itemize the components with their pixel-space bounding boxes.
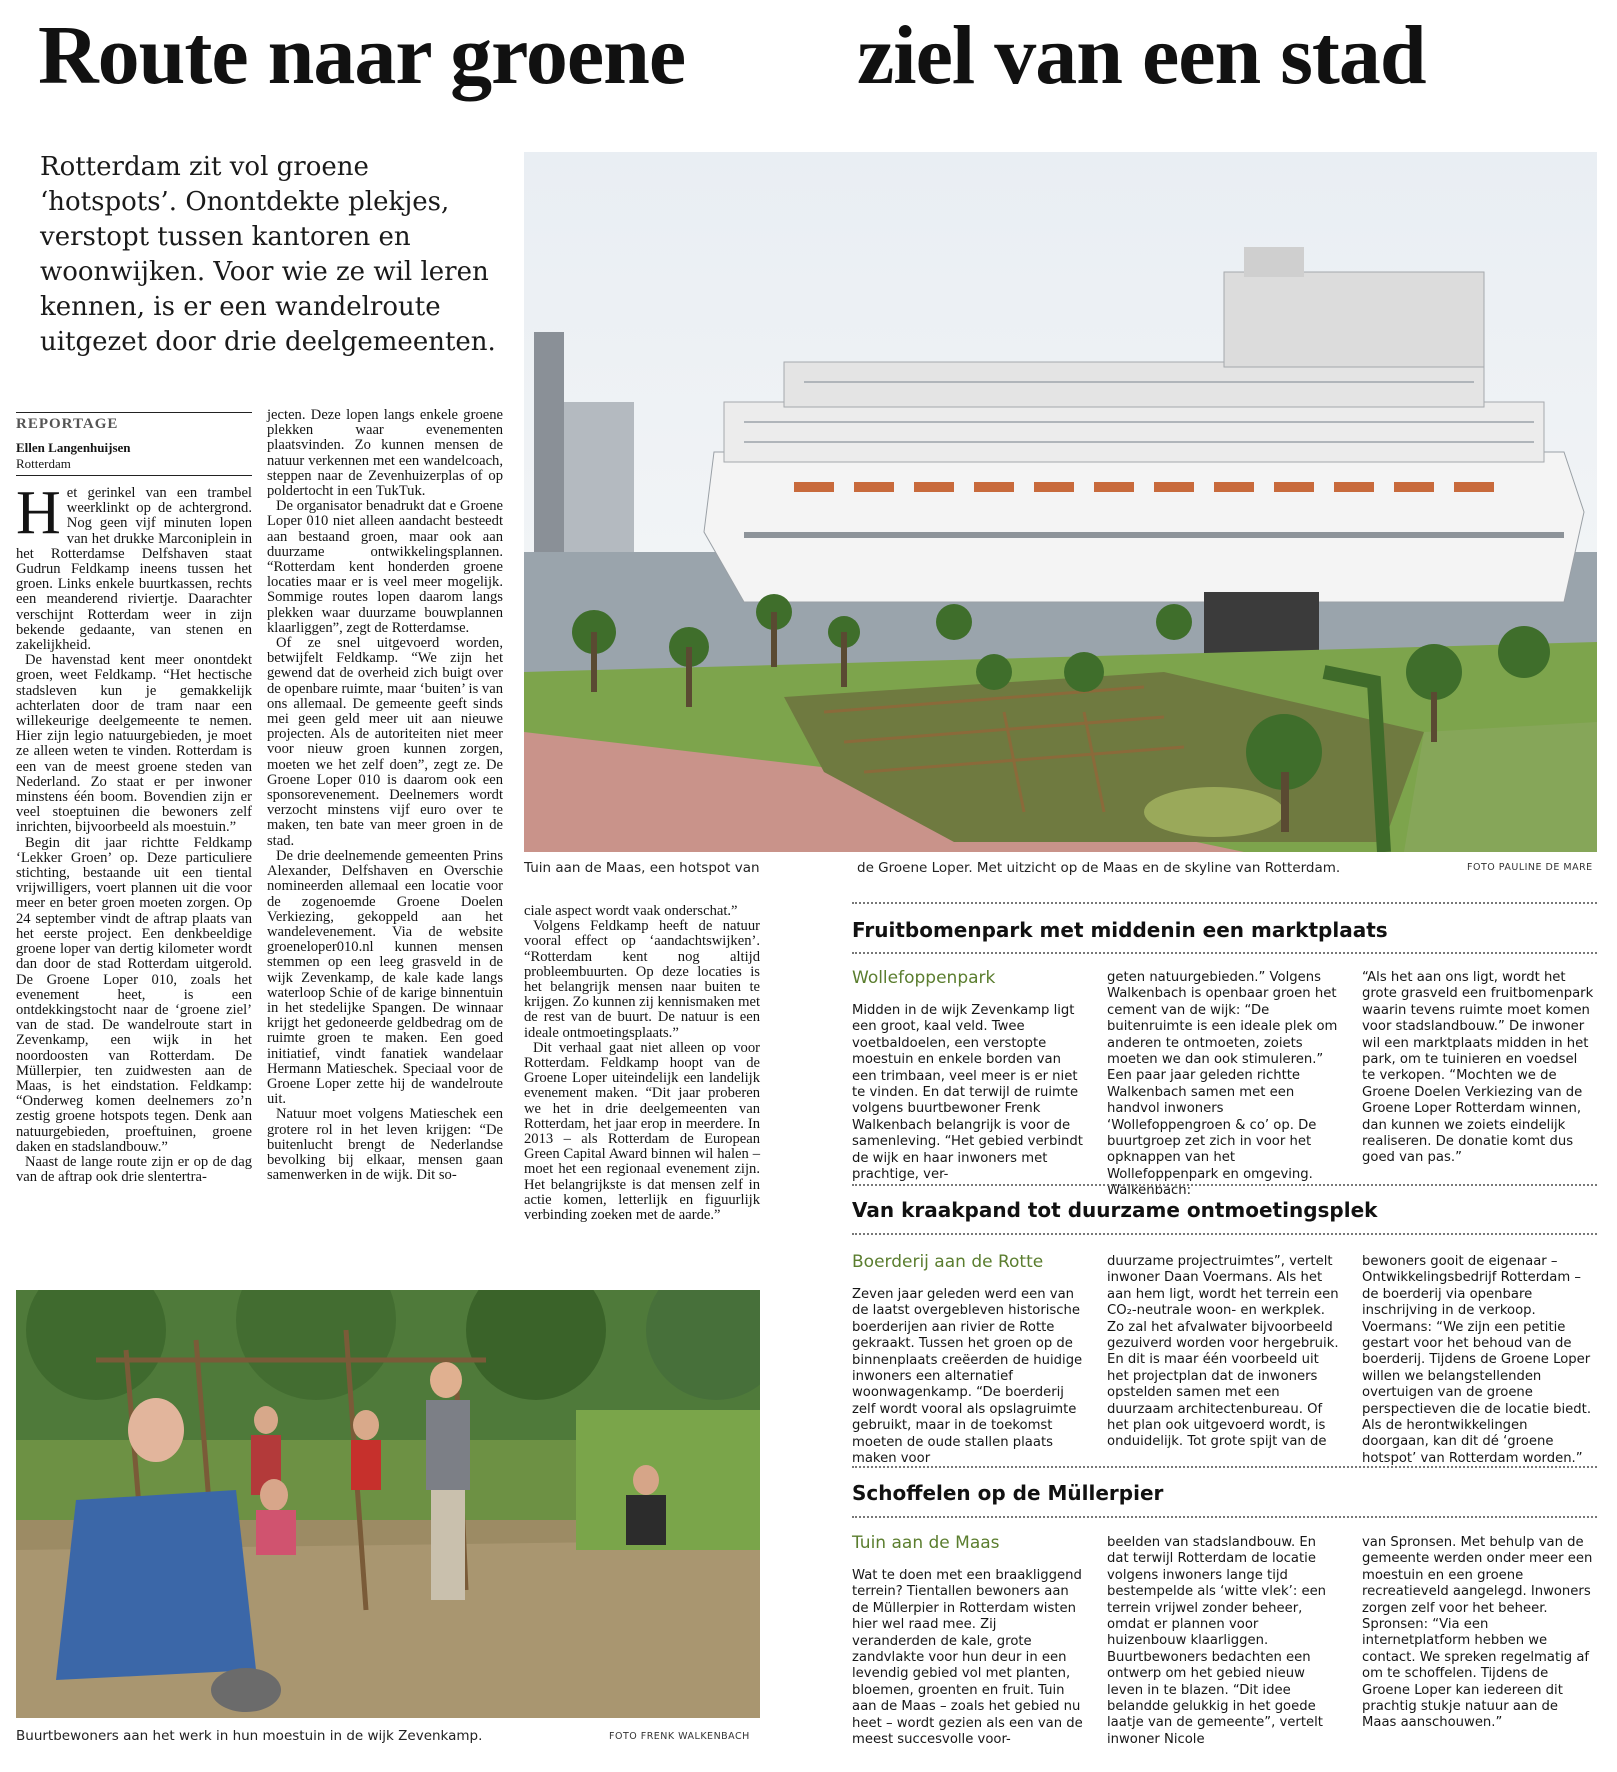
article-column-3: [524, 904, 760, 1223]
garden-photo-credit: FOTO FRENK WALKENBACH: [609, 1731, 750, 1742]
section-divider: [852, 952, 1597, 954]
section-heading-kraakpand: Van kraakpand tot duurzame ontmoetingsplek: [852, 1198, 1378, 1222]
section-divider: [852, 1184, 1597, 1186]
section-2-column-2: duurzame projectruimtes”, vertelt inwoner Daan Voermans. Als het aan hem ligt, wordt het terrein een CO₂-neutrale woon- en werkplek. Zo zal het afvalwater bijvoorbeeld gezuiverd worden voor hergebruik. En dit is maar één voorbeeld uit het projectplan dat de inwoners opstelden samen met een duurzaam architectenbureau. Of het plan ook uitgevoerd wordt, is onduidelijk. Tot grote spijt van de: [1107, 1254, 1339, 1450]
section-divider: [852, 902, 1597, 904]
article-paragraph-text: et gerinkel van een trambel weerklinkt op de achtergrond. Nog geen vijf minuten lopen van het drukke Marconiplein in het Rotterdamse Delfshaven staat Gudrun Feldkamp ineens tussen het groen. Links enkele buurtkassen, rechts een meanderend riviertje. Daarachter verschijnt Rotterdam weer in zijn bekende gedaante, van stenen en zakelijkheid.: [16, 485, 252, 654]
article-paragraph: Dit verhaal gaat niet alleen op voor Rotterdam. Feldkamp hoopt van de Groene Loper uiteindelijk een landelijk evenement maken. “Dit jaar proberen we het in drie deelgemeenten van Rotterdam, het jaar erop in meerdere. In 2013 – als Rotterdam de European Green Capital Award binnen wil halen – moet het een regionaal evenement zijn. Het belangrijkste is dat mensen zelf in actie komen, letterlijk en figuurlijk verbinding zoeken met de aarde.”: [524, 1039, 760, 1224]
section-kicker: REPORTAGE: [16, 416, 119, 432]
article-paragraph: De havenstad kent meer onontdekt groen, weet Feldkamp. “Het hectische stadsleven kun je gemakkelijk achterlaten door de tram naar een willekeurige deelgemeente te nemen. Hier zijn legio natuurgebieden, je moet ze alleen weten te vinden. Rotterdam is een van de meest groene steden van Nederland. Zo staat er per inwoner minstens één boom. Bovendien zijn er veel stoeptuinen die bewoners zelf inrichten, bijvoorbeeld als moestuin.”: [16, 652, 252, 836]
article-paragraph: Natuur moet volgens Matieschek een grotere rol in het leven krijgen: “De buitenlucht brengt de Nederlandse bevolking bij elkaar, mensen gaan samenwerken in de wijk. Dit so-: [267, 1106, 503, 1184]
photo-moestuin-zevenkamp: [16, 1290, 760, 1718]
section-1-column-1: Midden in de wijk Zevenkamp ligt een groot, kaal veld. Twee voetbaldoelen, een verstopte moestuin en enkele borden van een trimbaan, veel meer is er niet te vinden. En dat terwijl de ruimte volgens buurtbewoner Frenk Walkenbach belangrijk is voor de samenleving. “Het gebied verbindt de wijk en haar inwoners met prachtige, ver-: [852, 1003, 1083, 1183]
article-column-2: [267, 408, 503, 1183]
section-3-column-3: van Spronsen. Met behulp van de gemeente werden onder meer een moestuin en een groene recreatieveld aangelegd. Inwoners zorgen zelf voor het beheer. Spronsen: “Via een internetplatform hebben we contact. We spreken regelmatig af om te schoffelen. Tijdens de Groene Loper kan iedereen dit prachtig stukje natuur aan de Maas aanschouwen.”: [1362, 1535, 1593, 1731]
headline-part-1: Route naar groene: [38, 9, 686, 102]
article-paragraph: Naast de lange route zijn er op de dag van de aftrap ook drie slentertra-: [16, 1153, 252, 1186]
cruise-ship-garden-illustration: [524, 152, 1597, 852]
article-paragraph: [16, 479, 252, 654]
main-photo-caption-right: de Groene Loper. Met uitzicht op de Maas en de skyline van Rotterdam.: [857, 860, 1341, 876]
section-3-column-1: Wat te doen met een braakliggend terrein? Tientallen bewoners aan de Müllerpier in Rotterdam wisten hier wel raad mee. Zij veranderden de kale, grote zandvlakte voor hun deur in een levendig gebied vol met planten, bloemen, groenten en fruit. Tuin aan de Maas – zoals het gebied nu heet – wordt gezien als een van de meest succesvolle voor-: [852, 1568, 1083, 1748]
section-2-column-3: bewoners gooit de eigenaar – Ontwikkelingsbedrijf Rotterdam – de boerderij via openbare inschrijving in de verkoop. Voermans: “We zijn een petitie gestart voor het behoud van de boerderij. Tijdens de Groene Loper willen we belangstellenden overtuigen van de groene perspectieven die de locatie biedt. Als de herontwikkelingen doorgaan, kan dit dé ‘groene hotspot’ van Rotterdam worden.”: [1362, 1254, 1592, 1466]
main-photo-caption-left: Tuin aan de Maas, een hotspot van: [524, 860, 760, 876]
byline-top-rule: [16, 412, 252, 413]
article-paragraph: ciale aspect wordt vaak onderschat.”: [524, 903, 738, 919]
article-paragraph: Volgens Feldkamp heeft de natuur vooral effect op ‘aandachtswijken’. “Rotterdam kent nog altijd probleembuurten. Op deze locaties is het belangrijk mensen naar buiten te krijgen. Zo kunnen zij kennismaken met de rest van de buurt. De natuur is een ideale ontmoetingsplaats.”: [524, 918, 760, 1041]
section-3-column-2: beelden van stadslandbouw. En dat terwijl Rotterdam de locatie volgens inwoners lange tijd bestempelde als ‘witte vlek’: een terrein vrijwel zonder beheer, omdat er plannen voor huizenbouw klaarliggen. Buurtbewoners bedachten een ontwerp om het gebied nieuw leven in te blazen. “Dit idee belandde gelukkig in het goede laatje van de gemeente”, vertelt inwoner Nicole: [1107, 1535, 1327, 1747]
photo-tuin-aan-de-maas: [524, 152, 1597, 852]
drop-cap: H: [16, 479, 61, 547]
article-paragraph: De drie deelnemende gemeenten Prins Alexander, Delfshaven en Overschie nomineerden allemaal een locatie voor de zogenoemde Groene Doelen Verkiezing, gekoppeld aan het wandelevenement. Via de website groeneloper010.nl kunnen mensen stemmen op een leeg grasveld in de wijk Zevenkamp, de kale kade langs waterloop Schie of de karige binnentuin in het stedelijke Spangen. De winnaar krijgt het gedoneerde geldbedrag om de ruimte groen te maken. Een goed initiatief, vindt fanatiek wandelaar Hermann Matieschek. Speciaal voor de Groene Loper zette hij de wandelroute uit.: [267, 847, 503, 1108]
article-paragraph: De organisator benadrukt dat e Groene Loper 010 niet alleen aandacht besteedt aan bestaand groen, maar ook aan duurzame ontwikkelingsplannen. “Rotterdam kent honderden groene locaties maar er is veel meer mogelijk. Sommige routes lopen daarom langs plekken waar duurzame bouwplannen klaarliggen”, zegt de Rotterdamse.: [267, 498, 503, 636]
article-paragraph: Begin dit jaar richtte Feldkamp ‘Lekker Groen’ op. Deze particuliere stichting, bestaande uit een tiental vrijwilligers, voert plannen uit die voor meer en beter groen moeten zorgen. Op 24 september vindt de aftrap plaats van het eerste project. Een denkbeeldige groene loper van dertig kilometer wordt dan door de stad Rotterdam uitgerold. De Groene Loper 010, zoals het evenement heet, is een ontdekkingstocht naar de ‘groene ziel’ van de stad. De wandelroute start in Zevenkamp, een wijk in het noordoosten van Rotterdam. De Müllerpier, ten zuidwesten aan de Maas, is het eindstation. Feldkamp: “Onderweg komen deelnemers zo’n zestig groene hotspots tegen. Denk aan natuurgebieden, proeftuinen, groene daken en stadslandbouw.”: [16, 834, 252, 1155]
section-1-column-2: geten natuurgebieden.” Volgens Walkenbach is openbaar groen het cement van de wijk: “De buitenruimte is een ideale plek om anderen te ontmoeten, zoiets moeten we dan ook stimuleren.” Een paar jaar geleden richtte Walkenbach samen met een handvol inwoners ‘Wollefoppengroen & co’ op. De buurtgroep zet zich in voor het opknappen van het Wollefoppenpark en omgeving. Walkenbach:: [1107, 970, 1338, 1199]
headline-part-2: ziel van een stad: [857, 9, 1426, 102]
byline: [16, 440, 131, 472]
section-subheading-boerderij: Boerderij aan de Rotte: [852, 1252, 1044, 1272]
section-heading-mullerpier: Schoffelen op de Müllerpier: [852, 1481, 1164, 1505]
section-heading-fruitbomenpark: Fruitbomenpark met middenin een marktplaats: [852, 918, 1388, 942]
section-subheading-wollefoppenpark: Wollefoppenpark: [852, 968, 996, 988]
byline-author: Ellen Langenhuijsen: [16, 440, 131, 455]
garden-people-illustration: [16, 1290, 760, 1718]
article-column-1: [16, 479, 252, 1186]
article-paragraph: jecten. Deze lopen langs enkele groene plekken waar evenementen plaatsvinden. Zo kunnen mensen de natuur verkennen met een wandelcoach, steppen naar de Zevenhuizerplas of op poldertocht in een TukTuk.: [267, 407, 503, 500]
section-1-column-3: “Als het aan ons ligt, wordt het grote grasveld een fruitbomenpark waarin tevens ruimte moet komen voor stadslandbouw.” De inwoner wil een marktplaats midden in het park, om te tuinieren en voedsel te verkopen. “Mochten we de Groene Doelen Verkiezing van de Groene Loper Rotterdam winnen, dan kunnen we zoiets eindelijk realiseren. De donatie komt dus goed van pas.”: [1362, 970, 1594, 1166]
garden-photo-caption: Buurtbewoners aan het werk in hun moestuin in de wijk Zevenkamp.: [16, 1728, 483, 1744]
section-divider: [852, 1516, 1597, 1518]
article-paragraph: Of ze snel uitgevoerd worden, betwijfelt Feldkamp. “We zijn het gewend dat de overheid zich buigt over de openbare ruimte, maar ‘buiten’ is van ons allemaal. De gemeente geeft sinds mei geen geld meer uit aan nieuwe projecten. Als de autoriteiten niet meer voor nieuw groen kunnen zorgen, moeten we het zelf doen”, zegt ze. De Groene Loper 010 is daarom ook een sponsorevenement. Deelnemers wordt verzocht minstens vijf euro over te maken, ten bate van meer groen in de stad.: [267, 635, 503, 849]
section-divider: [852, 1466, 1597, 1468]
section-2-column-1: Zeven jaar geleden werd een van de laatst overgebleven historische boerderijen aan rivier de Rotte gekraakt. Tussen het groen op de binnenplaats creëerden de huidige inwoners een alternatief woonwagenkamp. “De boerderij zelf wordt vooral als opslagruimte gebruikt, maar in de toekomst moeten de oude stallen plaats maken voor: [852, 1287, 1083, 1467]
section-subheading-tuin-aan-de-maas: Tuin aan de Maas: [852, 1533, 1000, 1553]
main-photo-credit: FOTO PAULINE DE MARE: [1467, 862, 1593, 873]
byline-bottom-rule: [16, 475, 252, 476]
section-divider: [852, 1233, 1597, 1235]
byline-location: Rotterdam: [16, 456, 71, 471]
lede-paragraph: Rotterdam zit vol groene ‘hotspots’. Onontdekte plekjes, verstopt tussen kantoren en woonwijken. Voor wie ze wil leren kennen, is er een wandelroute uitgezet door drie deelgemeenten.: [40, 152, 496, 357]
